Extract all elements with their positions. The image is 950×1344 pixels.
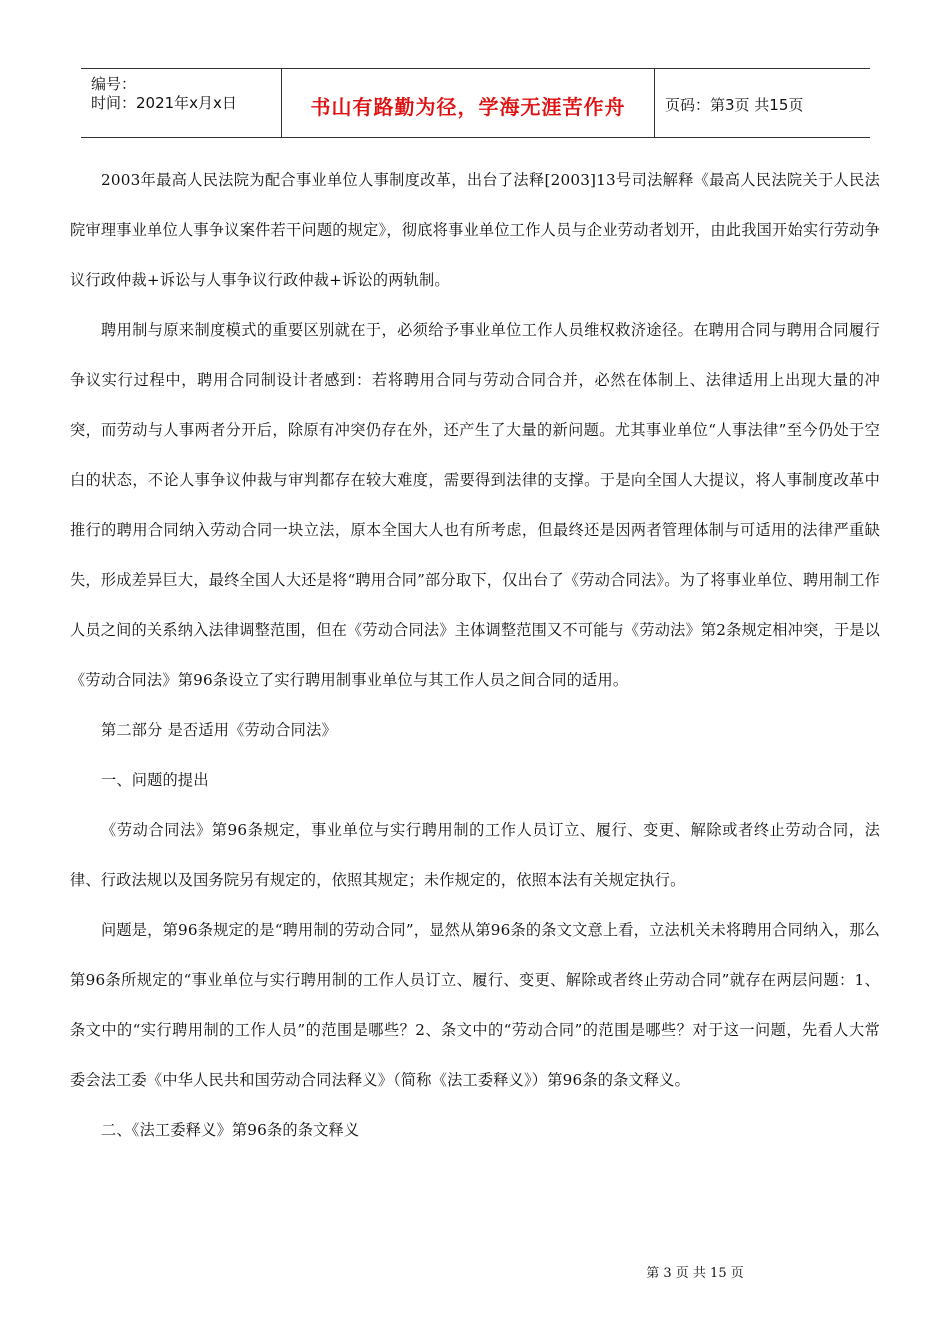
header-page-cell xyxy=(655,69,870,137)
page-footer: 第 3 页 共 15 页 xyxy=(646,1266,744,1281)
paragraph: 《劳动合同法》第96条规定，事业单位与实行聘用制的工作人员订立、履行、变更、解除或者终止劳动合同，法律、行政法规以及国务院另有规定的，依照其规定；未作规定的，依照本法有关规定执行。 xyxy=(70,821,880,889)
header-motto-cell xyxy=(282,69,655,137)
motto: 书山有路勤为径，学海无涯苦作舟 xyxy=(310,95,626,119)
date-label: 时间：2021年x月x日 xyxy=(91,94,237,112)
header-left-cell xyxy=(81,69,282,137)
subsection-heading: 二、《法工委释义》第96条的条文释义 xyxy=(101,1121,360,1139)
subsection-heading: 一、问题的提出 xyxy=(101,771,209,789)
section-heading: 第二部分 是否适用《劳动合同法》 xyxy=(101,721,337,739)
paragraph: 聘用制与原来制度模式的重要区别就在于，必须给予事业单位工作人员维权救济途径。在聘用合同与聘用合同履行争议实行过程中，聘用合同制设计者感到：若将聘用合同与劳动合同合并，必然在体制上、法律适用上出现大量的冲突，而劳动与人事两者分开后，除原有冲突仍存在外，还产生了大量的新问题。尤其事业单位“人事法律”至今仍处于空白的状态，不论人事争议仲裁与审判都存在较大难度，需要得到法律的支撑。于是向全国人大提议，将人事制度改革中推行的聘用合同纳入劳动合同一块立法，原本全国大人也有所考虑，但最终还是因两者管理体制与可适用的法律严重缺失，形成差异巨大，最终全国人大还是将“聘用合同”部分取下，仅出台了《劳动合同法》。为了将事业单位、聘用制工作人员之间的关系纳入法律调整范围，但在《劳动合同法》主体调整范围又不可能与《劳动法》第2条规定相冲突，于是以《劳动合同法》第96条设立了实行聘用制事业单位与其工作人员之间合同的适用。 xyxy=(70,321,881,689)
document-body xyxy=(70,155,880,1155)
paragraph: 2003年最高人民法院为配合事业单位人事制度改革，出台了法释[2003]13号司法解释《最高人民法院关于人民法院审理事业单位人事争议案件若干问题的规定》，彻底将事业单位工作人员与企业劳动者划开，由此我国开始实行劳动争议行政仲裁+诉讼与人事争议行政仲裁+诉讼的两轨制。 xyxy=(70,171,880,289)
header-table xyxy=(81,68,870,138)
paragraph: 问题是，第96条规定的是“聘用制的劳动合同”，显然从第96条的条文文意上看，立法机关未将聘用合同纳入，那么第96条所规定的“事业单位与实行聘用制的工作人员订立、履行、变更、解除或者终止劳动合同”就存在两层问题：1、条文中的“实行聘用制的工作人员”的范围是哪些？2、条文中的“劳动合同”的范围是哪些？对于这一问题，先看人大常委会法工委《中华人民共和国劳动合同法释义》（简称《法工委释义》）第96条的条文释义。 xyxy=(70,921,880,1089)
page-info: 页码：第3页 共15页 xyxy=(665,96,804,114)
doc-number-label: 编号： xyxy=(91,75,137,93)
